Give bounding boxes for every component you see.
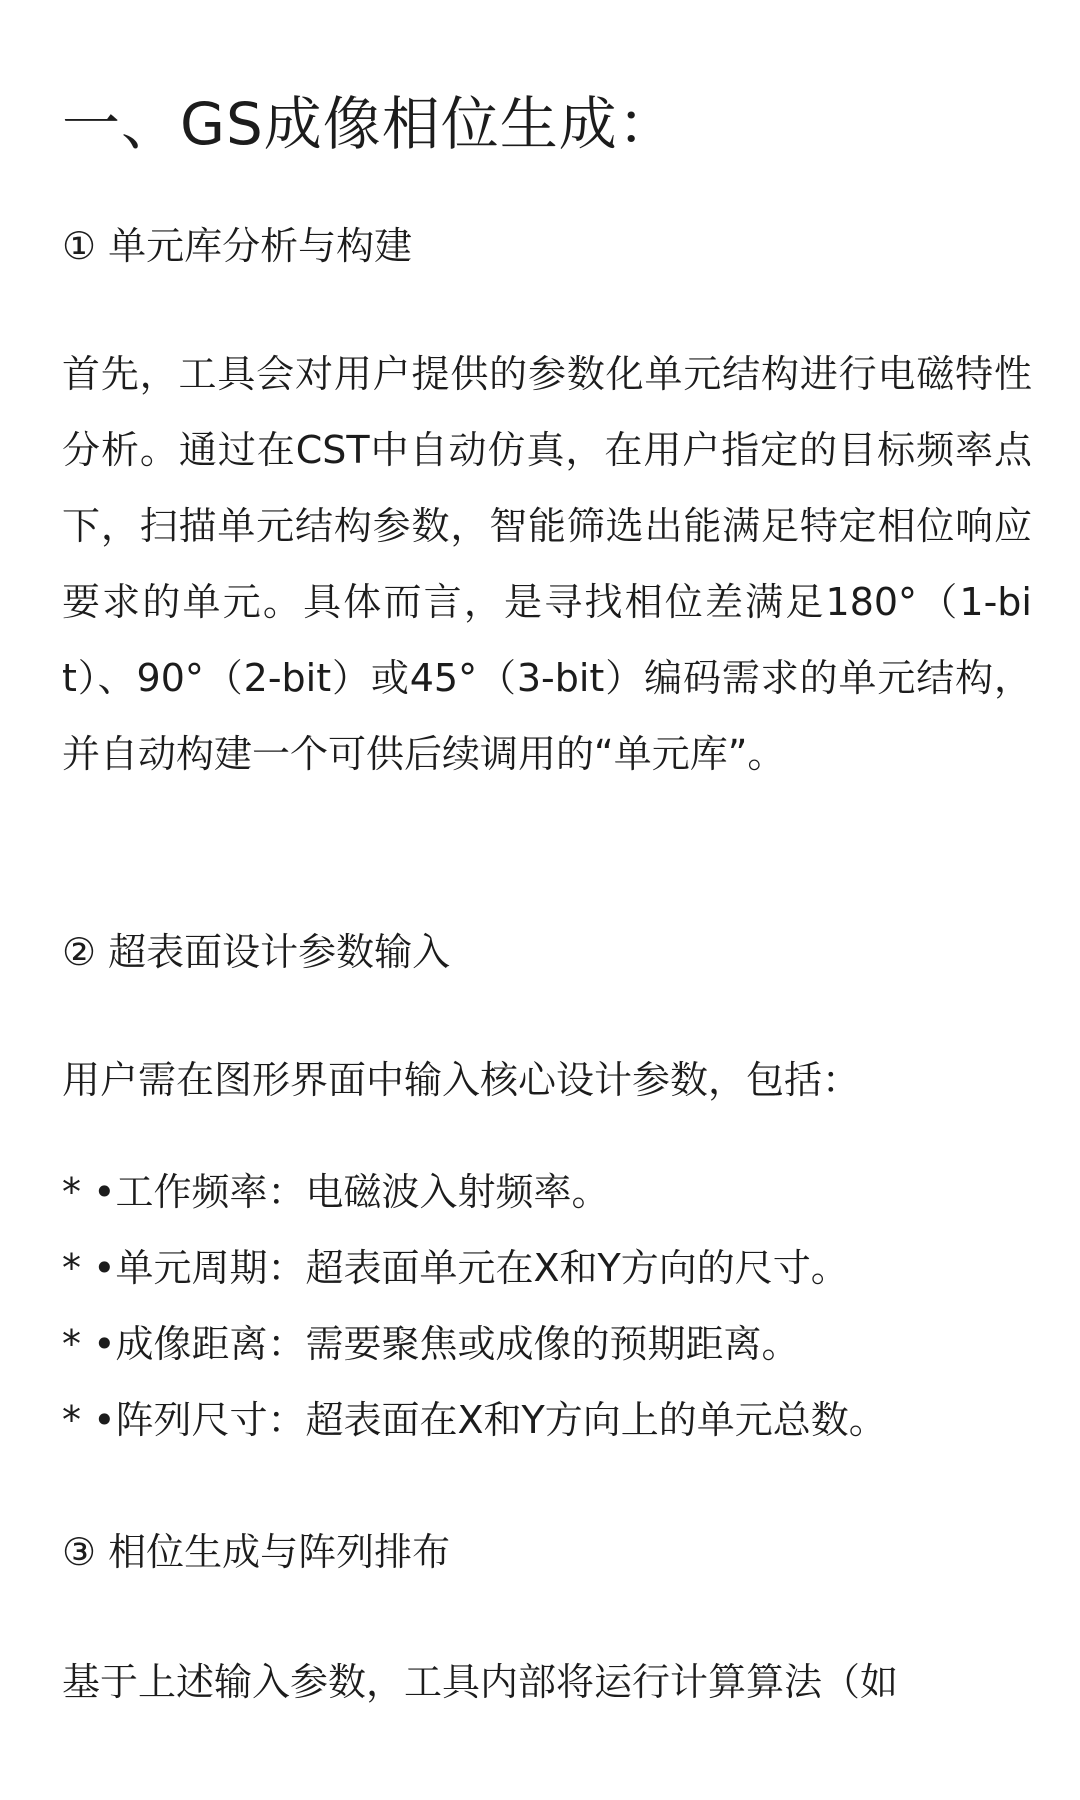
parameter-list bbox=[62, 1154, 887, 1458]
list-item-period: * •单元周期：超表面单元在X和Y方向的尺寸。 bbox=[62, 1246, 849, 1290]
list-item-array-size: * •阵列尺寸：超表面在X和Y方向上的单元总数。 bbox=[62, 1398, 887, 1442]
section-2-intro: 用户需在图形界面中输入核心设计参数，包括： bbox=[62, 1058, 861, 1102]
page-title: 一、GS成像相位生成： bbox=[62, 90, 677, 158]
section-3-heading: ③ 相位生成与阵列排布 bbox=[62, 1530, 451, 1574]
list-item-distance: * •成像距离：需要聚焦或成像的预期距离。 bbox=[62, 1322, 800, 1366]
section-1-heading: ① 单元库分析与构建 bbox=[62, 224, 413, 268]
list-item-frequency: * •工作频率：电磁波入射频率。 bbox=[62, 1170, 610, 1214]
section-1-paragraph: 首先，工具会对用户提供的参数化单元结构进行电磁特性分析。通过在CST中自动仿真，在用户指定的目标频率点下，扫描单元结构参数，智能筛选出能满足特定相位响应要求的单元。具体而言，是寻找相位差满足180°（1-bit）、90°（2-bit）或45°（3-bit）编码需求的单元结构，并自动构建一个可供后续调用的“单元库”。 bbox=[62, 352, 1032, 776]
section-3-paragraph: 基于上述输入参数，工具内部将运行计算算法（如 bbox=[62, 1660, 899, 1704]
section-2-heading: ② 超表面设计参数输入 bbox=[62, 930, 451, 974]
